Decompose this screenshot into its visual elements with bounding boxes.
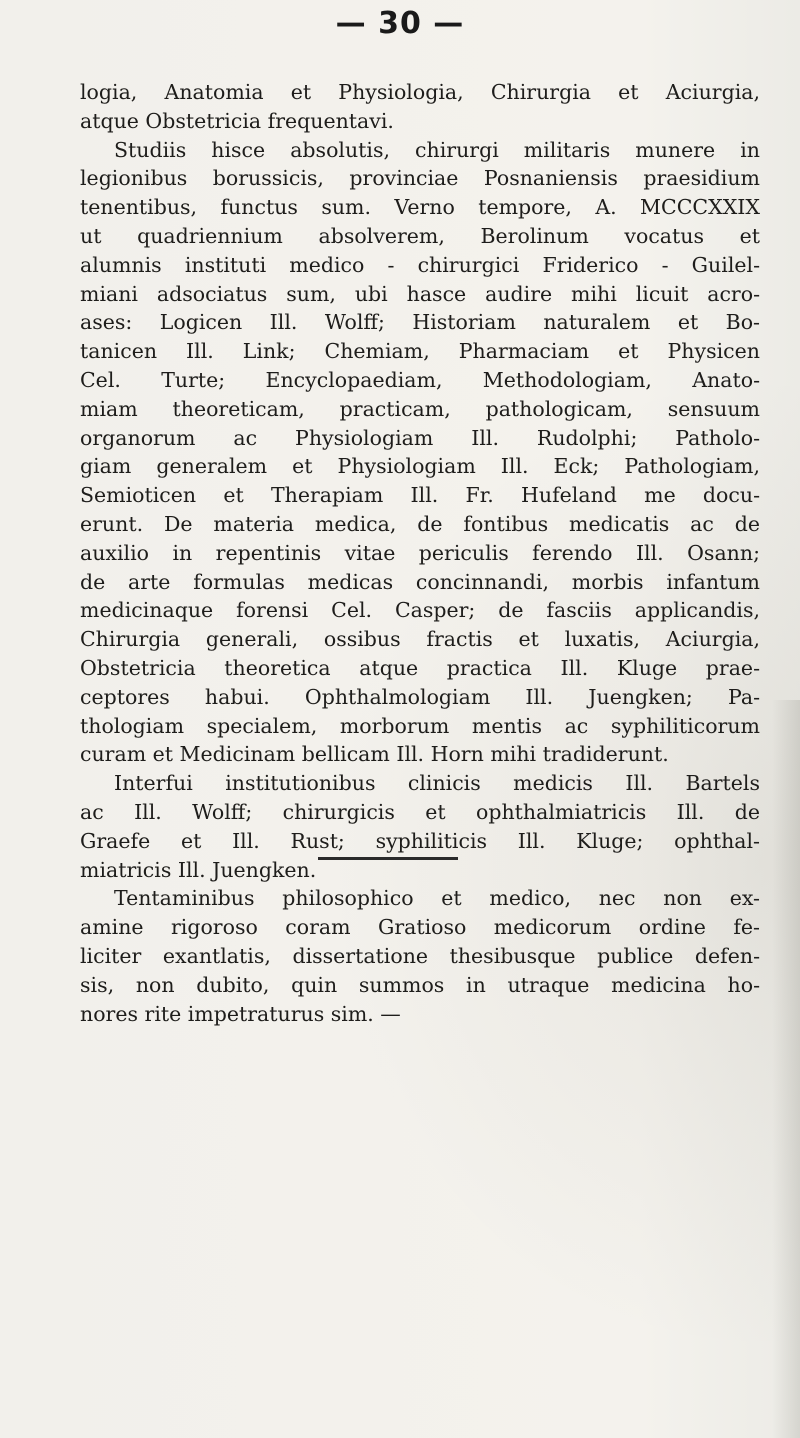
text-line: atque Obstetricia frequentavi.: [80, 108, 394, 133]
text-line: logia, Anatomia et Physiologia, Chirurgia et Aciurgia,: [80, 80, 760, 104]
text-line: ac Ill. Wolff; chirurgicis et ophthalmiatricis Ill. de: [80, 799, 760, 824]
text-line: curam et Medicinam bellicam Ill. Horn mihi tradiderunt.: [80, 742, 669, 767]
text-line: amine rigoroso coram Gratioso medicorum ordine fe-: [80, 915, 760, 940]
text-line: liciter exantlatis, dissertatione thesibusque publice defen-: [80, 943, 760, 968]
text-line: miam theoreticam, practicam, pathologicam, sensuum: [80, 396, 760, 421]
paragraph-start-line: Studiis hisce absolutis, chirurgi militaris munere in: [114, 137, 760, 162]
text-line: ut quadriennium absolverem, Berolinum vocatus et: [80, 223, 760, 248]
text-line: Obstetricia theoretica atque practica Ill. Kluge prae-: [80, 655, 760, 680]
closing-rule: [318, 857, 458, 860]
text-line: alumnis instituti medico - chirurgici Friderico - Guilel-: [80, 252, 760, 277]
text-line: Chirurgia generali, ossibus fractis et luxatis, Aciurgia,: [80, 627, 760, 652]
paragraph-start-line: Tentaminibus philosophico et medico, nec non ex-: [114, 886, 760, 911]
text-line: auxilio in repentinis vitae periculis ferendo Ill. Osann;: [80, 540, 760, 565]
text-line: ceptores habui. Ophthalmologiam Ill. Juengken; Pa-: [80, 684, 760, 709]
text-line: Cel. Turte; Encyclopaediam, Methodologiam, Anato-: [80, 367, 760, 392]
text-line: miatricis Ill. Juengken.: [80, 857, 317, 882]
text-line: de arte formulas medicas concinnandi, morbis infantum: [80, 569, 760, 594]
text-line: medicinaque forensi Cel. Casper; de fasciis applicandis,: [80, 598, 760, 623]
text-line: thologiam specialem, morborum mentis ac syphiliticorum: [80, 713, 760, 738]
paragraph-start-line: Interfui institutionibus clinicis medicis Ill. Bartels: [114, 771, 760, 796]
page-number: — 30 —: [335, 6, 465, 41]
text-line: sis, non dubito, quin summos in utraque medicina ho-: [80, 972, 760, 997]
text-line: organorum ac Physiologiam Ill. Rudolphi; Patholo-: [80, 425, 760, 450]
page-edge-shadow: [772, 700, 800, 1438]
text-line: ases: Logicen Ill. Wolff; Historiam naturalem et Bo-: [80, 310, 760, 335]
text-line: Semioticen et Therapiam Ill. Fr. Hufeland me docu-: [80, 483, 760, 508]
body-text: [80, 78, 760, 1028]
text-line: nores rite impetraturus sim. —: [80, 1001, 401, 1026]
text-line: Graefe et Ill. Rust; syphiliticis Ill. Kluge; ophthal-: [80, 828, 760, 853]
text-line: tanicen Ill. Link; Chemiam, Pharmaciam et Physicen: [80, 339, 760, 364]
text-line: legionibus borussicis, provinciae Posnaniensis praesidium: [80, 166, 760, 191]
text-line: miani adsociatus sum, ubi hasce audire mihi licuit acro-: [80, 281, 760, 306]
text-line: erunt. De materia medica, de fontibus medicatis ac de: [80, 511, 760, 536]
text-line: tenentibus, functus sum. Verno tempore, A. MCCCXXIX: [80, 195, 760, 220]
text-line: giam generalem et Physiologiam Ill. Eck; Pathologiam,: [80, 454, 760, 479]
